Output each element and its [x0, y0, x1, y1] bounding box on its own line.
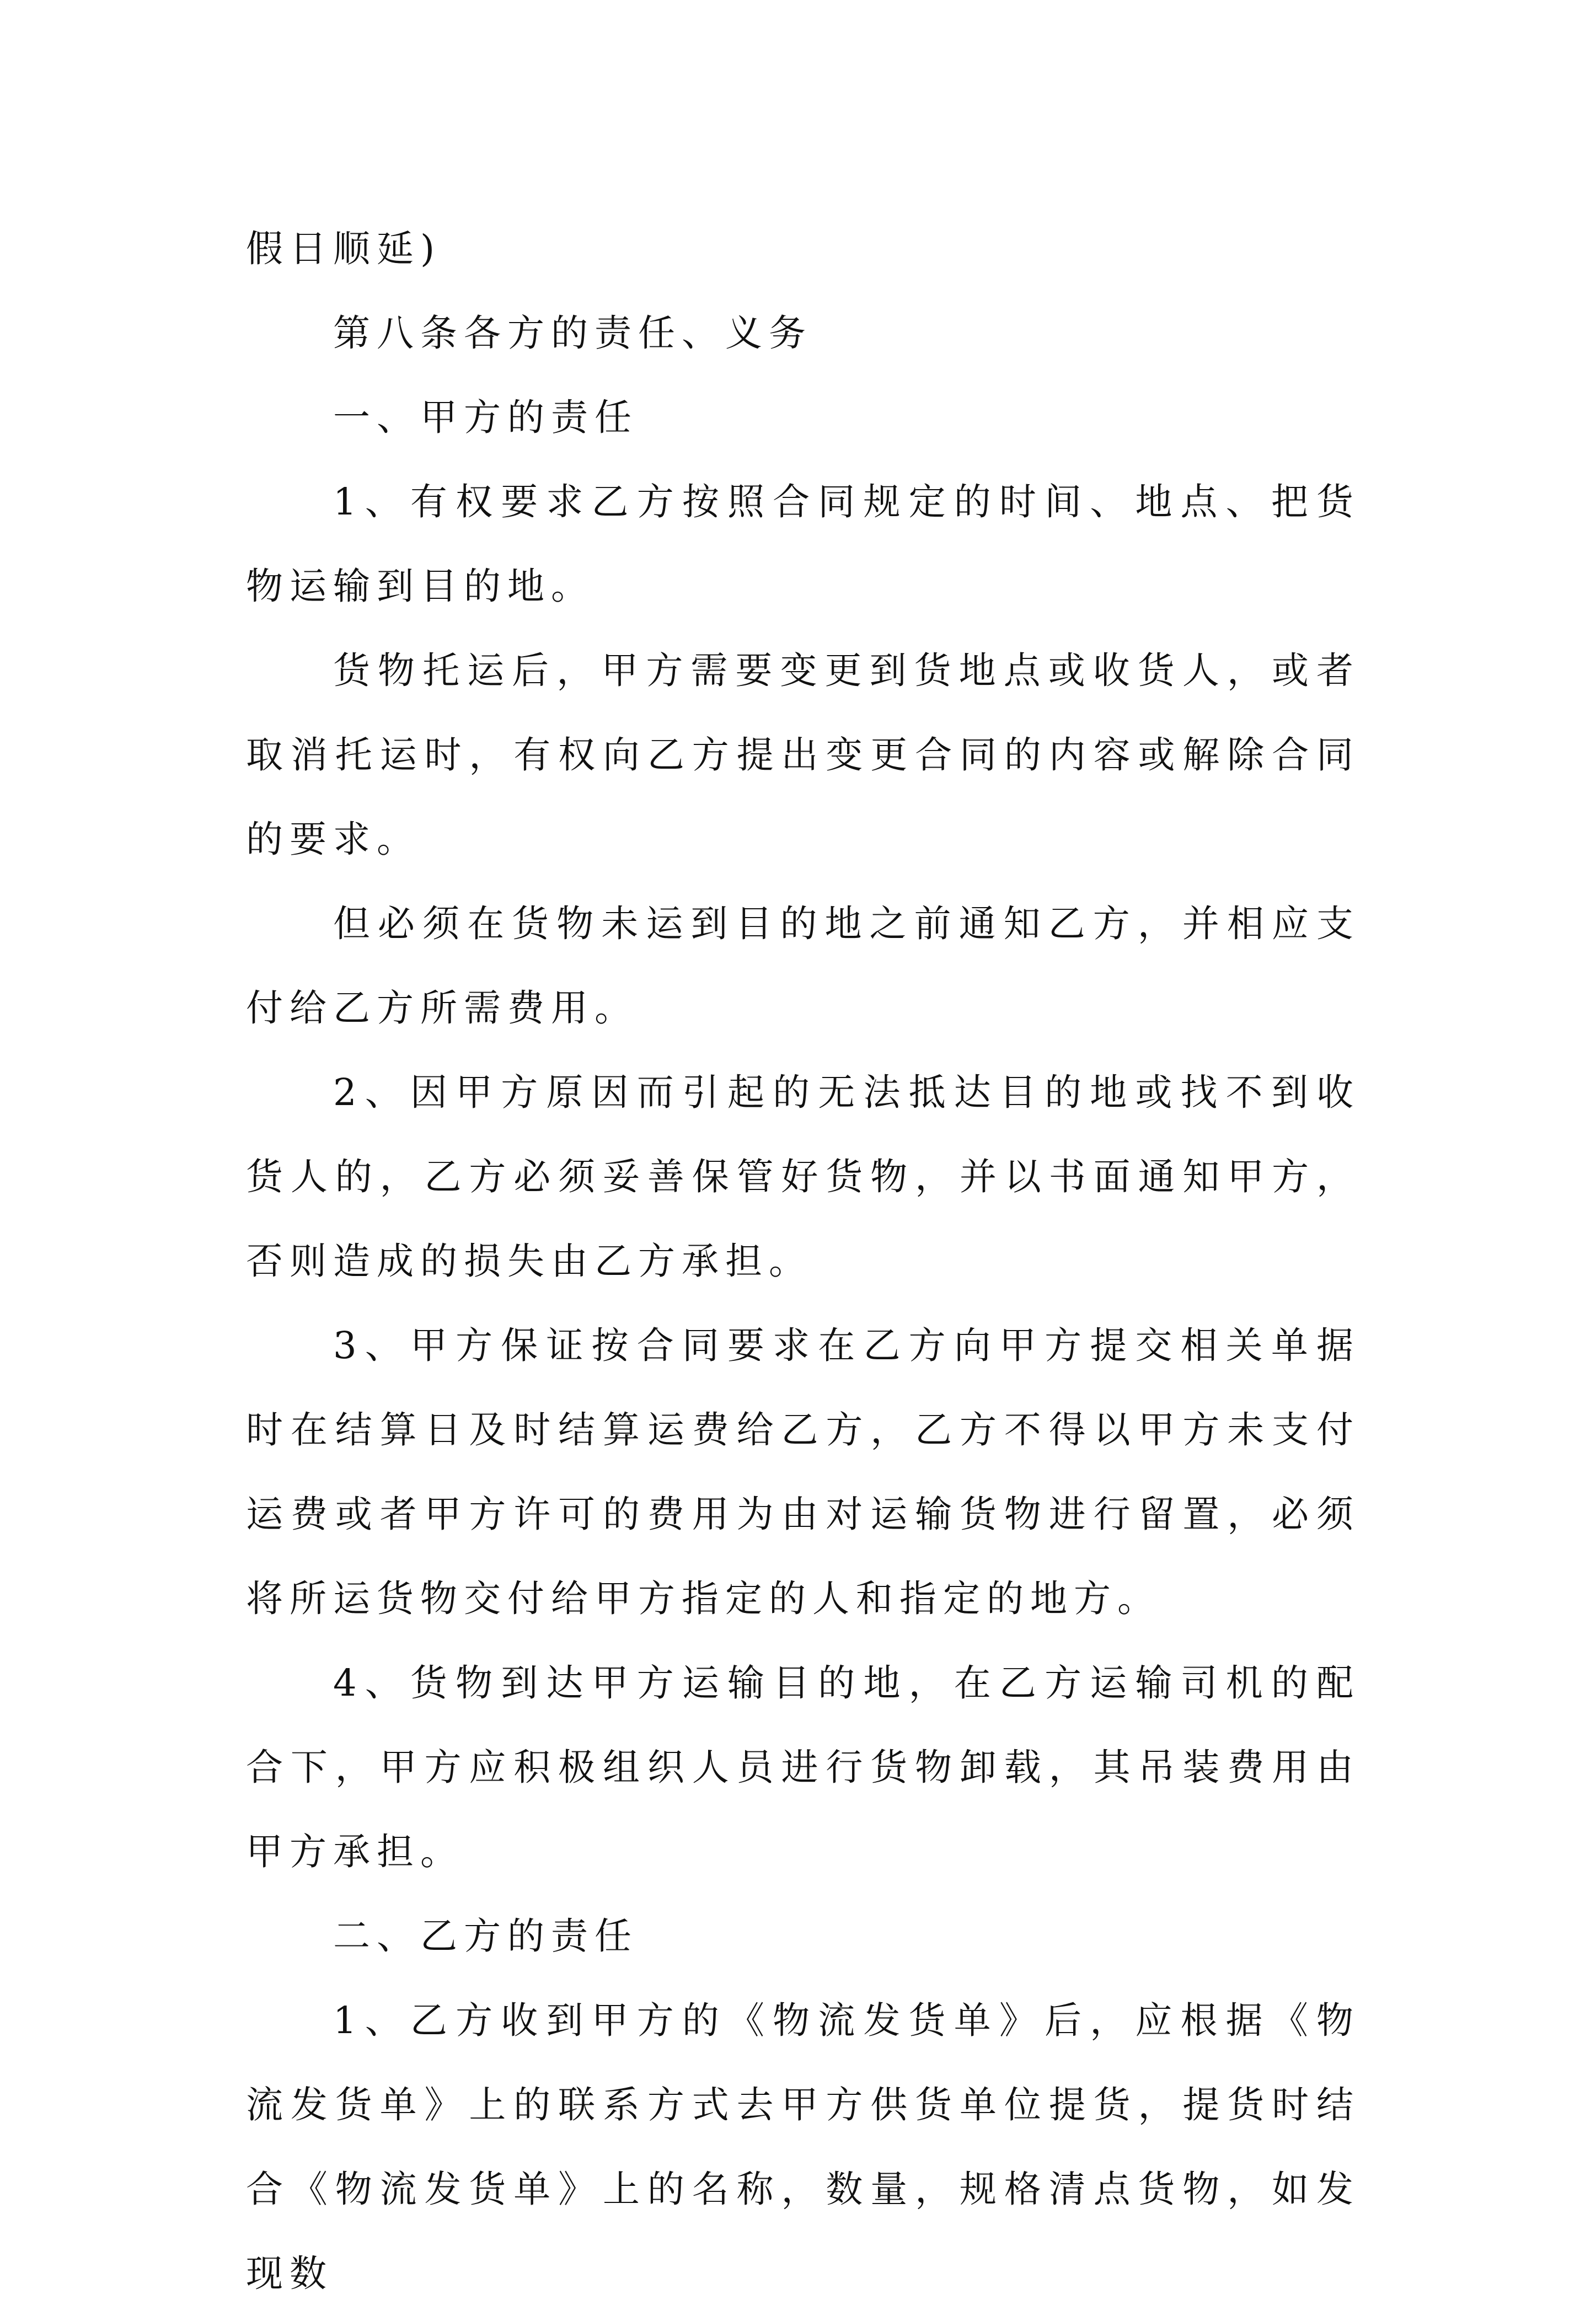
clause-b1: 1、乙方收到甲方的《物流发货单》后，应根据《物流发货单》上的联系方式去甲方供货单位提货，提货时结合《物流发货单》上的名称，数量，规格清点货物，如发现数	[246, 1999, 1360, 2295]
paragraph-notify: 但必须在货物未运到目的地之前通知乙方，并相应支付给乙方所需费用。	[246, 902, 1360, 1030]
clause-a1: 1、有权要求乙方按照合同规定的时间、地点、把货物运输到目的地。	[246, 480, 1360, 608]
clause-a2: 2、因甲方原因而引起的无法抵达目的地或找不到收货人的，乙方必须妥善保管好货物，并以书面通知甲方，否则造成的损失由乙方承担。	[246, 1071, 1360, 1283]
paragraph-continuation: 假日顺延)	[246, 227, 442, 270]
clause-a4: 4、货物到达甲方运输目的地，在乙方运输司机的配合下，甲方应积极组织人员进行货物卸载，其吊装费用由甲方承担。	[246, 1661, 1360, 1873]
section-heading-party-b: 二、乙方的责任	[333, 1915, 638, 1958]
paragraph-change-request: 货物托运后，甲方需要变更到货地点或收货人，或者取消托运时，有权向乙方提出变更合同的内容或解除合同的要求。	[246, 649, 1360, 861]
document-body	[246, 207, 1360, 2316]
article-heading: 第八条各方的责任、义务	[333, 312, 812, 355]
clause-a3: 3、甲方保证按合同要求在乙方向甲方提交相关单据时在结算日及时结算运费给乙方，乙方不得以甲方未支付运费或者甲方许可的费用为由对运输货物进行留置，必须将所运货物交付给甲方指定的人和指定的地方。	[246, 1324, 1360, 1620]
section-heading-party-a: 一、甲方的责任	[333, 396, 638, 439]
